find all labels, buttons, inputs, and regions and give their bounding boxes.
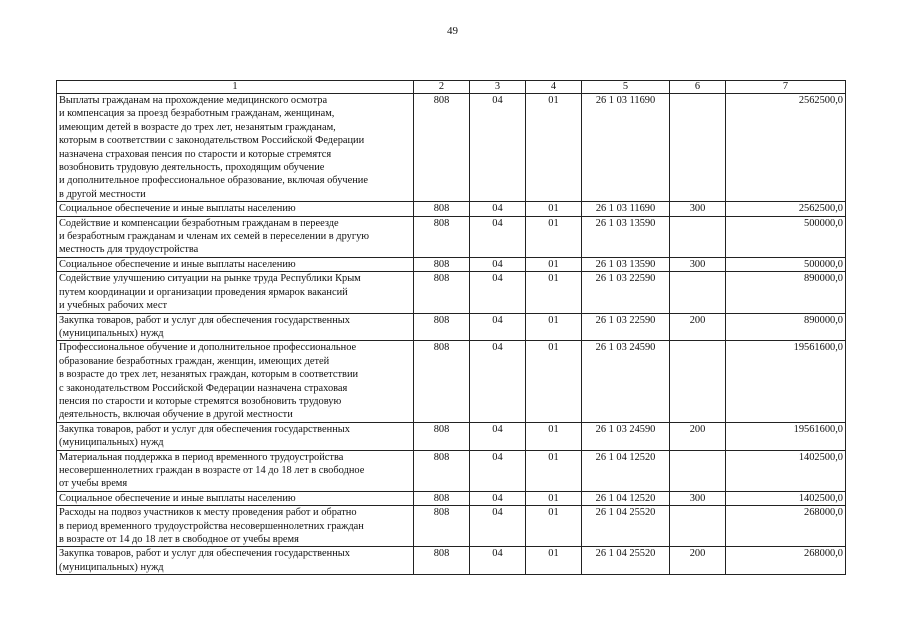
table-row (57, 422, 846, 450)
row-target-item-code: 26 1 03 24590 (582, 422, 670, 450)
row-subsection-code: 01 (526, 422, 582, 450)
row-amount: 500000,0 (726, 257, 846, 271)
row-subsection-code: 01 (526, 506, 582, 547)
row-target-item-code: 26 1 04 25520 (582, 506, 670, 547)
row-ministry-code: 808 (414, 506, 470, 547)
row-amount: 268000,0 (726, 506, 846, 547)
row-ministry-code: 808 (414, 272, 470, 313)
row-target-item-code: 26 1 04 12520 (582, 450, 670, 491)
row-section-code: 04 (470, 313, 526, 341)
table-row (57, 450, 846, 491)
row-section-code: 04 (470, 341, 526, 422)
row-target-item-code: 26 1 03 13590 (582, 216, 670, 257)
row-expense-type-code: 300 (670, 202, 726, 216)
row-section-code: 04 (470, 272, 526, 313)
row-section-code: 04 (470, 216, 526, 257)
row-description: Закупка товаров, работ и услуг для обеспечения государственных (муниципальных) нужд (57, 313, 414, 341)
table-row (57, 491, 846, 505)
table-row (57, 216, 846, 257)
row-amount: 890000,0 (726, 272, 846, 313)
row-target-item-code: 26 1 03 22590 (582, 313, 670, 341)
row-description: Социальное обеспечение и иные выплаты населению (57, 491, 414, 505)
row-ministry-code: 808 (414, 341, 470, 422)
row-subsection-code: 01 (526, 547, 582, 575)
row-amount: 500000,0 (726, 216, 846, 257)
row-target-item-code: 26 1 03 13590 (582, 257, 670, 271)
row-ministry-code: 808 (414, 422, 470, 450)
row-amount: 19561600,0 (726, 422, 846, 450)
table-row (57, 547, 846, 575)
row-description: Закупка товаров, работ и услуг для обеспечения государственных (муниципальных) нужд (57, 547, 414, 575)
row-section-code: 04 (470, 450, 526, 491)
row-description: Социальное обеспечение и иные выплаты населению (57, 257, 414, 271)
table-row (57, 272, 846, 313)
row-subsection-code: 01 (526, 94, 582, 202)
row-amount: 2562500,0 (726, 94, 846, 202)
row-subsection-code: 01 (526, 313, 582, 341)
row-expense-type-code: 200 (670, 547, 726, 575)
table-row (57, 94, 846, 202)
row-expense-type-code (670, 450, 726, 491)
row-amount: 2562500,0 (726, 202, 846, 216)
row-target-item-code: 26 1 04 25520 (582, 547, 670, 575)
row-expense-type-code: 200 (670, 422, 726, 450)
row-expense-type-code (670, 506, 726, 547)
row-target-item-code: 26 1 03 11690 (582, 94, 670, 202)
col-header-1: 1 (57, 81, 414, 94)
row-expense-type-code: 300 (670, 491, 726, 505)
row-subsection-code: 01 (526, 202, 582, 216)
row-amount: 1402500,0 (726, 491, 846, 505)
row-section-code: 04 (470, 491, 526, 505)
row-description: Выплаты гражданам на прохождение медицинского осмотра и компенсация за проезд безработным гражданам, женщинам, имеющим детей в возрасте до трех лет, незанятым гражданам, которым в соответствии с законодательством Российской Федерации назначена страховая пенсия по старости и которые стремятся возобновить трудовую деятельность, проходящим обучение и дополнительное профессиональное образование, включая обучение в другой местности (57, 94, 414, 202)
row-amount: 268000,0 (726, 547, 846, 575)
row-amount: 19561600,0 (726, 341, 846, 422)
col-header-5: 5 (582, 81, 670, 94)
row-expense-type-code (670, 341, 726, 422)
table-row (57, 313, 846, 341)
row-ministry-code: 808 (414, 313, 470, 341)
row-amount: 1402500,0 (726, 450, 846, 491)
row-expense-type-code (670, 272, 726, 313)
page-number: 49 (447, 25, 458, 37)
row-section-code: 04 (470, 506, 526, 547)
row-subsection-code: 01 (526, 491, 582, 505)
row-target-item-code: 26 1 04 12520 (582, 491, 670, 505)
row-description: Расходы на подвоз участников к месту проведения работ и обратно в период временного трудоустройства несовершеннолетних граждан в возрасте от 14 до 18 лет в свободное от учебы время (57, 506, 414, 547)
col-header-6: 6 (670, 81, 726, 94)
row-description: Содействие улучшению ситуации на рынке труда Республики Крым путем координации и организации проведения ярмарок вакансий и учебных рабочих мест (57, 272, 414, 313)
row-description: Социальное обеспечение и иные выплаты населению (57, 202, 414, 216)
row-ministry-code: 808 (414, 547, 470, 575)
row-ministry-code: 808 (414, 491, 470, 505)
budget-table (56, 80, 846, 575)
row-section-code: 04 (470, 257, 526, 271)
table-row (57, 202, 846, 216)
row-section-code: 04 (470, 94, 526, 202)
table-row (57, 257, 846, 271)
row-description: Закупка товаров, работ и услуг для обеспечения государственных (муниципальных) нужд (57, 422, 414, 450)
row-subsection-code: 01 (526, 216, 582, 257)
row-ministry-code: 808 (414, 216, 470, 257)
table-body (57, 94, 846, 575)
row-section-code: 04 (470, 547, 526, 575)
row-section-code: 04 (470, 422, 526, 450)
row-ministry-code: 808 (414, 257, 470, 271)
row-section-code: 04 (470, 202, 526, 216)
row-subsection-code: 01 (526, 341, 582, 422)
row-ministry-code: 808 (414, 450, 470, 491)
row-description: Материальная поддержка в период временного трудоустройства несовершеннолетних граждан в возрасте от 14 до 18 лет в свободное от учебы время (57, 450, 414, 491)
row-expense-type-code: 300 (670, 257, 726, 271)
row-expense-type-code: 200 (670, 313, 726, 341)
col-header-4: 4 (526, 81, 582, 94)
col-header-3: 3 (470, 81, 526, 94)
row-target-item-code: 26 1 03 22590 (582, 272, 670, 313)
row-subsection-code: 01 (526, 272, 582, 313)
col-header-7: 7 (726, 81, 846, 94)
row-subsection-code: 01 (526, 450, 582, 491)
row-expense-type-code (670, 216, 726, 257)
col-header-2: 2 (414, 81, 470, 94)
row-subsection-code: 01 (526, 257, 582, 271)
row-target-item-code: 26 1 03 11690 (582, 202, 670, 216)
row-expense-type-code (670, 94, 726, 202)
table-row (57, 341, 846, 422)
table-row (57, 506, 846, 547)
row-ministry-code: 808 (414, 94, 470, 202)
row-description: Профессиональное обучение и дополнительное профессиональное образование безработных граждан, женщин, имеющих детей в возрасте до трех лет, незанятых граждан, которым в соответствии с законодательством Российской Федерации назначена страховая пенсия по старости и которые стремятся возобновить трудовую деятельность, включая обучение в другой местности (57, 341, 414, 422)
row-target-item-code: 26 1 03 24590 (582, 341, 670, 422)
row-amount: 890000,0 (726, 313, 846, 341)
header-row (57, 81, 846, 94)
row-description: Содействие и компенсации безработным гражданам в переезде и безработным гражданам и членам их семей в переселении в другую местность для трудоустройства (57, 216, 414, 257)
row-ministry-code: 808 (414, 202, 470, 216)
